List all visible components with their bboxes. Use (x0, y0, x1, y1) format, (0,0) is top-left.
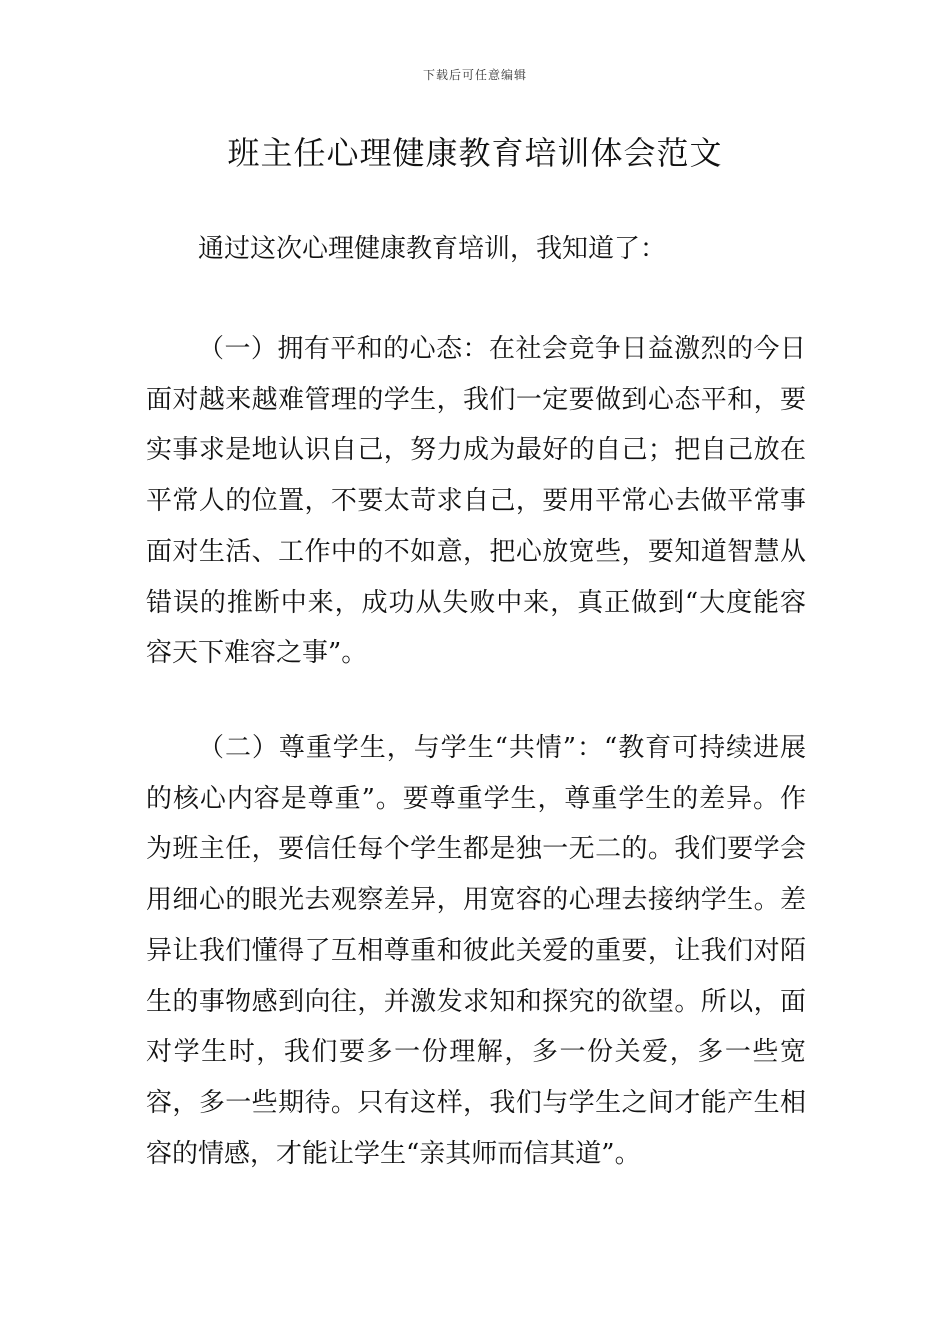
intro-paragraph: 通过这次心理健康教育培训，我知道了： (198, 234, 667, 264)
paragraph-2: （二）尊重学生，与学生“共情”：“教育可持续进展的核心内容是尊重”。要尊重学生，尊重学生的差异。作为班主任，要信任每个学生都是独一无二的。我们要学会用细心的眼光去观察差异，用宽容的心理去接纳学生。差异让我们懂得了互相尊重和彼此关爱的重要，让我们对陌生的事物感到向往，并激发求知和探究的欲望。所以，面对学生时，我们要多一份理解，多一份关爱，多一些宽容，多一些期待。只有这样，我们与学生之间才能产生相容的情感，才能让学生“亲其师而信其道”。 (146, 733, 806, 1169)
document-title: 班主任心理健康教育培训体会范文 (227, 134, 723, 172)
header-note: 下载后可任意编辑 (422, 68, 527, 82)
paragraph-1: （一）拥有平和的心态：在社会竞争日益激烈的今日面对越来越难管理的学生，我们一定要做到心态平和，要实事求是地认识自己，努力成为最好的自己；把自己放在平常人的位置，不要太苛求自己，要用平常心去做平常事面对生活、工作中的不如意，把心放宽些，要知道智慧从错误的推断中来，成功从失败中来，真正做到“大度能容容天下难容之事”。 (146, 334, 806, 669)
